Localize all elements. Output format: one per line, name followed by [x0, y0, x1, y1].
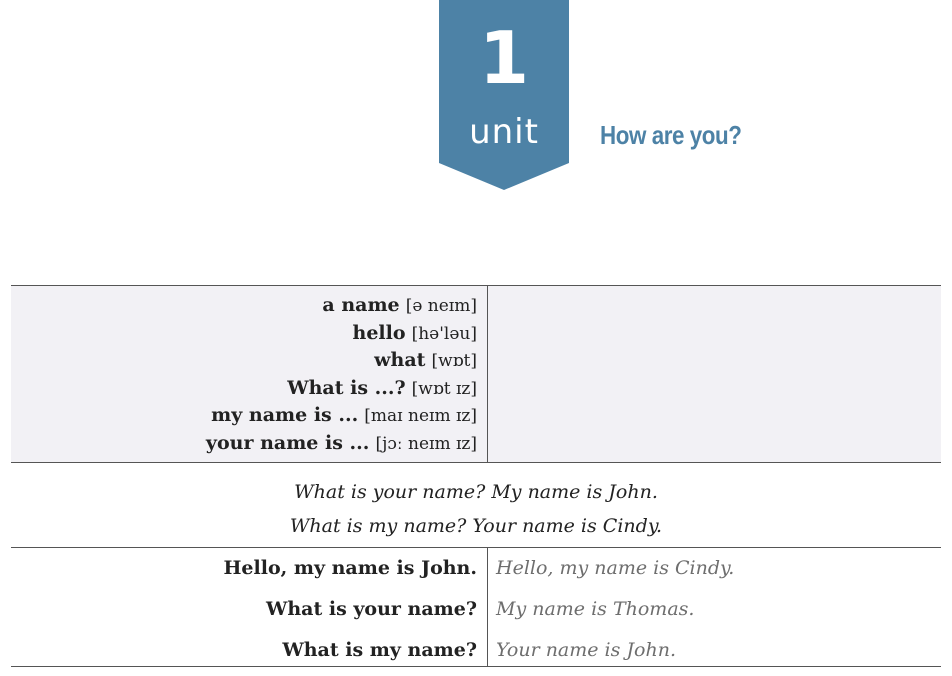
vocabulary-item	[11, 292, 477, 320]
unit-title: How are you?	[600, 120, 742, 150]
vocabulary-word: hello	[352, 321, 406, 344]
vocabulary-transcription: [wɒt ɪz]	[411, 378, 477, 399]
example-sentence: What is your name? My name is John.	[294, 481, 658, 503]
dialogue-row	[11, 548, 941, 588]
vocabulary-transcription: [jɔː neɪm ɪz]	[375, 433, 477, 454]
dialogue-response: My name is Thomas.	[496, 598, 695, 620]
vocabulary-word: What is ...?	[287, 376, 406, 399]
unit-number: 1	[478, 16, 530, 100]
vocabulary-section	[11, 285, 941, 463]
vocabulary-column-divider	[487, 286, 488, 462]
vocabulary-word: what	[374, 349, 426, 372]
vocabulary-item	[11, 402, 477, 430]
dialogue-row	[11, 630, 941, 670]
vocabulary-transcription: [maɪ neɪm ɪz]	[364, 406, 477, 427]
vocabulary-item	[11, 430, 477, 458]
vocabulary-transcription: [ə neɪm]	[405, 296, 477, 316]
dialogue-prompt: What is your name?	[266, 598, 477, 620]
vocabulary-word: a name	[322, 294, 400, 316]
unit-banner	[439, 0, 569, 190]
vocabulary-item	[11, 375, 477, 403]
dialogue-table	[11, 547, 941, 667]
example-sentences	[11, 475, 941, 543]
dialogue-prompt: Hello, my name is John.	[223, 557, 477, 579]
vocabulary-list	[11, 292, 477, 458]
vocabulary-word: my name is ...	[211, 404, 359, 427]
dialogue-response: Hello, my name is Cindy.	[496, 557, 735, 579]
vocabulary-transcription: [wɒt]	[431, 351, 477, 372]
unit-label: unit	[469, 112, 539, 152]
vocabulary-word: your name is ...	[205, 431, 370, 454]
vocabulary-transcription: [hə'ləu]	[411, 323, 477, 344]
vocabulary-item	[11, 347, 477, 375]
example-sentence: What is my name? Your name is Cindy.	[289, 515, 663, 537]
dialogue-prompt: What is my name?	[282, 639, 477, 661]
dialogue-response: Your name is John.	[496, 639, 676, 661]
vocabulary-item	[11, 320, 477, 348]
dialogue-row	[11, 589, 941, 629]
